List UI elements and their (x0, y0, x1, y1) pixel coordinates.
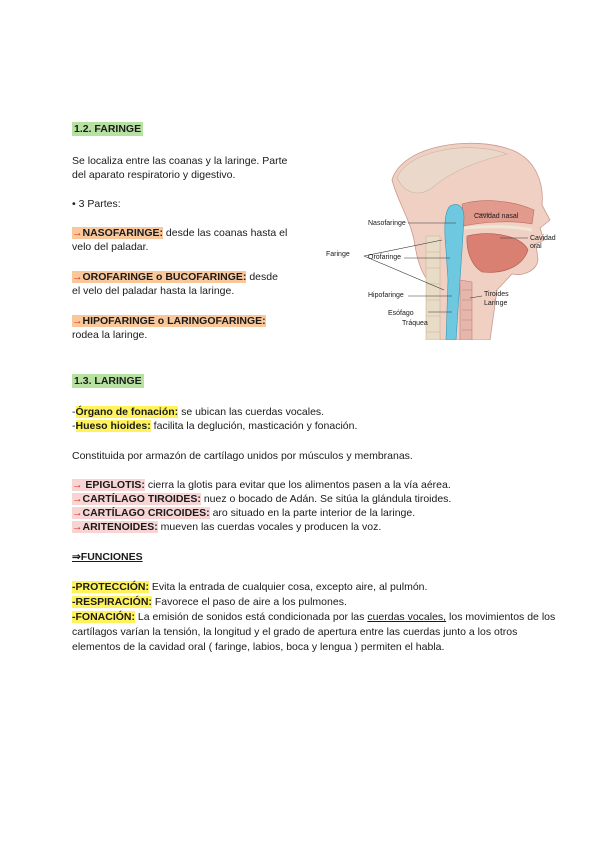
constituida-text: Constituida por armazón de cartílago unidos por músculos y membranas. (72, 450, 413, 462)
laringe-heading: 1.3. LARINGE (74, 375, 142, 387)
cuerdas-vocales-underline: cuerdas vocales, (367, 611, 447, 623)
hipofaringe-line-1 (72, 314, 266, 328)
nasofaringe-line-2: velo del paladar. (72, 241, 149, 253)
fonacion-line-2: cartílagos varían la tensión, la longitud y el grado de apertura entre las cuerdas junto a los otros (72, 626, 518, 638)
nasofaringe-line-1: →NASOFARINGE: desde las coanas hasta el (72, 227, 288, 239)
faringe-parts-label: • 3 Partes: (72, 198, 121, 210)
label-orofaringe: Orofaringe (368, 254, 402, 261)
hipofaringe-label: →HIPOFARINGE o LARINGOFARINGE: (72, 315, 266, 327)
orofaringe-line-1: →OROFARINGE o BUCOFARINGE: desde (72, 271, 278, 283)
proteccion-line: -PROTECCIÓN: Evita la entrada de cualquier cosa, excepto aire, al pulmón. (72, 581, 428, 593)
orofaringe-label: →OROFARINGE o BUCOFARINGE: (72, 271, 247, 283)
aritenoides-label: →ARITENOIDES: (72, 521, 158, 533)
label-traquea: Tráquea (402, 320, 428, 327)
pharynx-anatomy-diagram (322, 140, 564, 340)
label-cavidad-oral: Cavidad oral (530, 235, 556, 250)
list-item-aritenoides: →ARITENOIDES: mueven las cuerdas vocales y producen la voz. (72, 521, 382, 533)
respiracion-label: -RESPIRACIÓN: (72, 596, 152, 608)
hueso-hioides-label: Hueso hioides: (75, 420, 151, 432)
funciones-heading: ⇒FUNCIONES (72, 551, 143, 563)
hueso-hioides-line: -Hueso hioides: facilita la deglución, masticación y fonación. (72, 420, 358, 432)
label-cavidad-nasal: Cavidad nasal (474, 213, 519, 220)
label-faringe: Faringe (326, 251, 350, 258)
cricoides-label: →CARTÍLAGO CRICOIDES: (72, 507, 210, 519)
proteccion-label: -PROTECCIÓN: (72, 581, 149, 593)
label-esofago: Esófago (388, 310, 414, 317)
hipofaringe-line-2: rodea la laringe. (72, 329, 148, 341)
tiroides-label: →CARTÍLAGO TIROIDES: (72, 493, 201, 505)
faringe-intro-line-2: del aparato respiratorio y digestivo. (72, 169, 236, 181)
nasofaringe-label: →NASOFARINGE: (72, 227, 164, 239)
faringe-intro-line-1: Se localiza entre las coanas y la laringe. Parte (72, 155, 288, 167)
fonacion-line-3: elementos de la cavidad oral ( faringe, labios, boca y lengua ) permiten el habla. (72, 641, 445, 653)
label-laringe: Laringe (484, 300, 508, 307)
fonacion-line-1: -FONACIÓN: La emisión de sonidos está condicionada por las cuerdas vocales, los movimientos de los (72, 611, 556, 623)
label-hipofaringe: Hipofaringe (368, 292, 404, 299)
organo-fonacion-label: Órgano de fonación: (75, 406, 179, 418)
list-item-epiglotis: → EPIGLOTIS: cierra la glotis para evitar que los alimentos pasen a la vía aérea. (72, 479, 451, 491)
list-item-cricoides: →CARTÍLAGO CRICOIDES: aro situado en la parte interior de la laringe. (72, 507, 416, 519)
respiracion-line: -RESPIRACIÓN: Favorece el paso de aire a los pulmones. (72, 596, 347, 608)
faringe-heading: 1.2. FARINGE (74, 123, 142, 135)
fonacion-label: -FONACIÓN: (72, 611, 135, 623)
label-tiroides: Tiroides (484, 291, 509, 298)
orofaringe-line-2: el velo del paladar hasta la laringe. (72, 285, 235, 297)
list-item-tiroides: →CARTÍLAGO TIROIDES: nuez o bocado de Adán. Se sitúa la glándula tiroides. (72, 493, 452, 505)
epiglotis-label: → EPIGLOTIS: (72, 479, 145, 491)
organo-fonacion-line: -Órgano de fonación: se ubican las cuerdas vocales. (72, 406, 325, 418)
pharynx-anatomy-illustration (322, 140, 564, 340)
label-nasofaringe: Nasofaringe (368, 220, 406, 227)
